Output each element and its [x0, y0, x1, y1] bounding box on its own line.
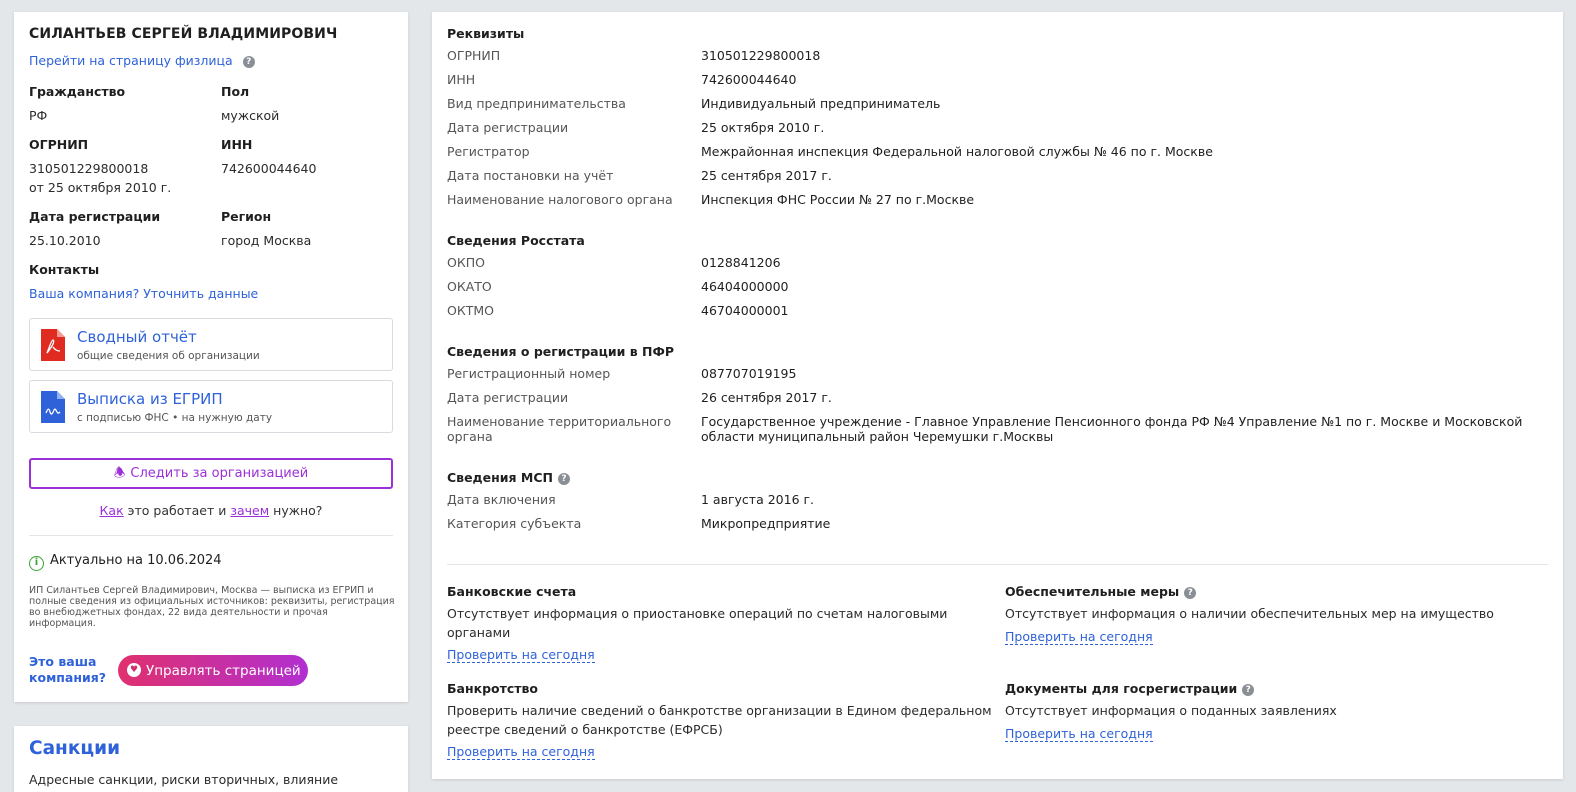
req-value: 310501229800018	[701, 48, 821, 63]
gender-value: мужской	[221, 108, 280, 123]
req-key: Вид предпринимательства	[447, 96, 626, 111]
manage-page-button[interactable]	[118, 655, 308, 686]
regdocs-check-row	[1005, 723, 1153, 742]
msp-cat-label: Категория субъекта	[447, 516, 582, 531]
regdocs-check-link[interactable]: Проверить на сегодня	[1005, 726, 1153, 741]
person-link-row	[29, 50, 255, 69]
how-it-works-line	[14, 503, 408, 518]
bank-title: Банковские счета	[447, 584, 577, 599]
region-value: город Москва	[221, 233, 312, 248]
why-link[interactable]: зачем	[230, 503, 270, 518]
your-company-question: Это ваша компания?	[29, 654, 107, 685]
summary-report-title: Сводный отчёт	[77, 328, 197, 346]
sanctions-title[interactable]: Санкции	[29, 738, 121, 759]
info-icon: i	[29, 556, 44, 571]
req-value: 742600044640	[701, 72, 797, 87]
bankruptcy-title: Банкротство	[447, 681, 539, 696]
requisites-title: Реквизиты	[447, 26, 525, 41]
req-value: 25 сентября 2017 г.	[701, 168, 832, 183]
bank-text: Отсутствует информация о приостановке операций по счетам налоговыми органами	[447, 606, 948, 640]
help-icon[interactable]: ?	[243, 56, 255, 68]
contacts-link[interactable]: Ваша компания? Уточнить данные	[29, 286, 259, 301]
req-key: Регистратор	[447, 144, 530, 159]
page-title: СИЛАНТЬЕВ СЕРГЕЙ ВЛАДИМИРОВИЧ	[29, 26, 338, 42]
person-page-link[interactable]: Перейти на страницу физлица	[29, 53, 233, 68]
pfr-org-value: Государственное учреждение - Главное Управление Пенсионного фонда РФ №4 Управление №1 по г. Москве и Московской области муниципальный район Черемушки г.Москвы	[701, 414, 1523, 444]
sanctions-description: Адресные санкции, риски вторичных, влияние	[29, 772, 339, 787]
bank-check-row	[447, 644, 595, 663]
egrip-extract-subtitle: с подписью ФНС • на нужную дату	[77, 412, 273, 424]
req-value: Инспекция ФНС России № 27 по г.Москве	[701, 192, 975, 207]
rosstat-title: Сведения Росстата	[447, 233, 585, 248]
rosstat-value: 46704000001	[701, 303, 789, 318]
security-text: Отсутствует информация о наличии обеспечительных мер на имущество	[1005, 606, 1494, 621]
contacts-label: Контакты	[29, 262, 100, 277]
bankruptcy-check-row	[447, 741, 595, 760]
pfr-title: Сведения о регистрации в ПФР	[447, 344, 675, 359]
company-summary-card	[14, 12, 408, 702]
bell-icon: 🕭︎	[113, 466, 126, 481]
ogrnip-value: 310501229800018	[29, 161, 149, 176]
how-link[interactable]: Как	[99, 503, 124, 518]
details-card	[432, 12, 1563, 779]
how-end-text: нужно?	[273, 503, 323, 518]
divider	[447, 564, 1548, 565]
req-value: Индивидуальный предприниматель	[701, 96, 941, 111]
manage-button-label: Управлять страницей	[146, 662, 301, 679]
rosstat-value: 0128841206	[701, 255, 781, 270]
regdate-label: Дата регистрации	[29, 209, 161, 224]
rosstat-value: 46404000000	[701, 279, 789, 294]
regdocs-title: Документы для госрегистрации	[1005, 681, 1238, 696]
citizenship-label: Гражданство	[29, 84, 126, 99]
bankruptcy-text: Проверить наличие сведений о банкротстве организации в Едином федеральном реестре сведений о банкротстве (ЕФРСБ)	[447, 703, 992, 737]
req-key: ОГРНИП	[447, 48, 501, 63]
citizenship-value: РФ	[29, 108, 48, 123]
company-description: ИП Силантьев Сергей Владимирович, Москва — выписка из ЕГРИП и полные сведения из официальных источников: реквизиты, регистрация во внебюджетных фондах, 22 вида деятельности и прочая информация.	[29, 585, 395, 629]
ogrnip-label: ОГРНИП	[29, 137, 89, 152]
regdate-value: 25.10.2010	[29, 233, 101, 248]
gender-label: Пол	[221, 84, 250, 99]
pdf-icon	[41, 329, 65, 361]
rosstat-key: ОКПО	[447, 255, 485, 270]
security-title: Обеспечительные меры	[1005, 584, 1180, 599]
actual-date-text: Актуально на 10.06.2024	[50, 553, 222, 568]
divider	[29, 535, 393, 536]
pfr-regnum-label: Регистрационный номер	[447, 366, 611, 381]
how-middle-text: это работает и	[127, 503, 227, 518]
pfr-regdate-label: Дата регистрации	[447, 390, 569, 405]
help-icon[interactable]: ?	[1242, 684, 1254, 696]
regdocs-text: Отсутствует информация о поданных заявлениях	[1005, 703, 1337, 718]
region-label: Регион	[221, 209, 272, 224]
help-icon[interactable]: ?	[1184, 587, 1196, 599]
msp-incl-value: 1 августа 2016 г.	[701, 492, 815, 507]
pfr-regdate-value: 26 сентября 2017 г.	[701, 390, 832, 405]
rosstat-key: ОКАТО	[447, 279, 492, 294]
inn-label: ИНН	[221, 137, 253, 152]
inn-value: 742600044640	[221, 161, 317, 176]
egrip-extract-title: Выписка из ЕГРИП	[77, 390, 223, 408]
follow-button-label: Следить за организацией	[130, 466, 309, 481]
req-value: Межрайонная инспекция Федеральной налоговой службы № 46 по г. Москве	[701, 144, 1213, 159]
msp-incl-label: Дата включения	[447, 492, 556, 507]
actual-date-row	[29, 553, 222, 571]
req-value: 25 октября 2010 г.	[701, 120, 825, 135]
follow-organization-button[interactable]	[29, 458, 393, 489]
pfr-org-label: Наименование территориального органа	[447, 414, 672, 444]
sanctions-card	[14, 726, 408, 792]
req-key: ИНН	[447, 72, 476, 87]
document-icon	[41, 391, 65, 423]
bankruptcy-check-link[interactable]: Проверить на сегодня	[447, 744, 595, 759]
pfr-regnum-value: 087707019195	[701, 366, 797, 381]
security-check-link[interactable]: Проверить на сегодня	[1005, 629, 1153, 644]
req-key: Наименование налогового органа	[447, 192, 673, 207]
rosstat-key: ОКТМО	[447, 303, 494, 318]
help-icon[interactable]: ?	[558, 473, 570, 485]
bank-check-link[interactable]: Проверить на сегодня	[447, 647, 595, 662]
security-title-row	[1005, 584, 1196, 599]
req-key: Дата постановки на учёт	[447, 168, 614, 183]
msp-cat-value: Микропредприятие	[701, 516, 831, 531]
shield-heart-icon: ♥	[127, 663, 141, 677]
ogrnip-date: от 25 октября 2010 г.	[29, 180, 172, 195]
msp-title: Сведения МСП	[447, 470, 553, 485]
egrip-extract-card[interactable]	[29, 380, 393, 433]
req-key: Дата регистрации	[447, 120, 569, 135]
summary-report-card[interactable]	[29, 318, 393, 371]
msp-title-row	[447, 470, 570, 485]
regdocs-title-row	[1005, 681, 1254, 696]
security-check-row	[1005, 626, 1153, 645]
summary-report-subtitle: общие сведения об организации	[77, 350, 260, 362]
